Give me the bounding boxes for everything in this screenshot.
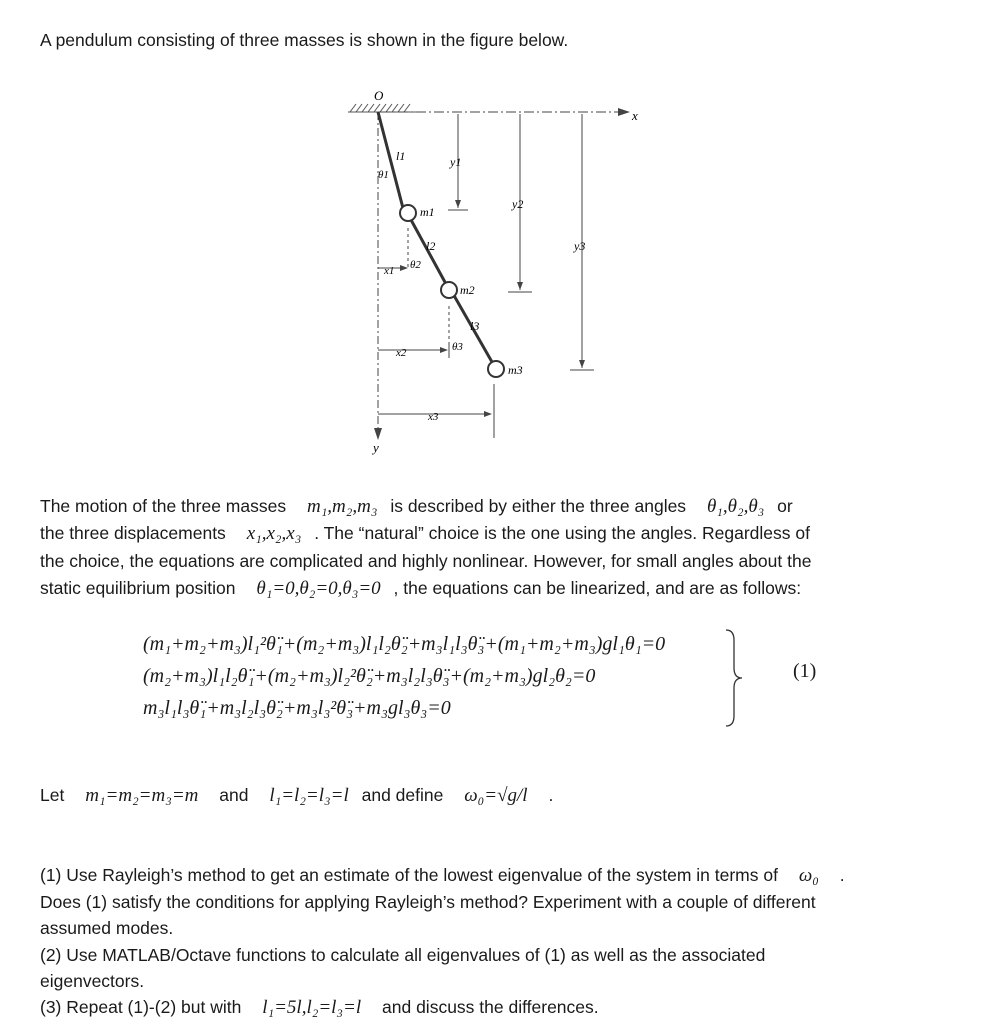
l1-label: l1	[396, 149, 406, 163]
question-text: (3) Repeat (1)-(2) but with	[40, 997, 242, 1017]
para-line-2	[40, 520, 810, 547]
omega-math: ω₀	[798, 865, 819, 886]
para-text: , the equations can be linearized, and are as follows:	[393, 578, 802, 598]
masses-math: m₁,m₂,m₃	[306, 496, 378, 517]
pendulum-figure	[300, 80, 660, 460]
mass-3	[488, 361, 504, 377]
para-text: static equilibrium position	[40, 578, 236, 598]
mass-2	[441, 282, 457, 298]
equal-lengths-math: l₁=l₂=l₃=l	[269, 785, 349, 806]
ceiling-hatch	[348, 104, 420, 112]
m1-label: m1	[420, 205, 435, 219]
equilibrium-math: θ₁=0,θ₂=0,θ₃=0	[256, 578, 381, 599]
omega-definition-math: ω₀=√g/l	[464, 785, 528, 806]
question-2-line-2: eigenvectors.	[40, 971, 145, 991]
para-line-3: the choice, the equations are complicated and highly nonlinear. However, for small angles about the	[40, 551, 812, 571]
equation-3: m₃l₁l₃θ̈₁+m₃l₂l₃θ̈₂+m₃l₃²θ̈₃+m₃gl₃θ₃=0	[143, 697, 451, 719]
displacements-math: x₁,x₂,x₃	[246, 523, 302, 544]
para-text: the three displacements	[40, 523, 226, 543]
mass-1	[400, 205, 416, 221]
modified-lengths-math: l₁=5l,l₂=l₃=l	[262, 997, 362, 1018]
y1-label: y1	[450, 155, 462, 169]
x-axis-label: x	[632, 108, 638, 123]
para-text: . The “natural” choice is the one using the angles. Regardless of	[314, 523, 810, 543]
let-text: Let	[40, 785, 65, 805]
origin-label: O	[374, 88, 384, 103]
equation-1: (m₁+m₂+m₃)l₁²θ̈₁+(m₂+m₃)l₁l₂θ̈₂+m₃l₁l₃θ̈₃+(m₁+m₂+m₃)gl₁θ₁=0	[143, 633, 666, 655]
para-text: is described by either the three angles	[390, 496, 687, 516]
para-line-1	[40, 493, 922, 520]
question-text: (1) Use Rayleigh’s method to get an estimate of the lowest eigenvalue of the system in terms of	[40, 865, 778, 885]
let-line	[40, 782, 553, 809]
equation-2: (m₂+m₃)l₁l₂θ̈₁+(m₂+m₃)l₂²θ̈₂+m₃l₂l₃θ̈₃+(m₂+m₃)gl₂θ₂=0	[143, 665, 596, 687]
question-1-line-1	[40, 862, 845, 889]
let-text: .	[548, 785, 554, 805]
intro-text: A pendulum consisting of three masses is shown in the figure below.	[40, 30, 569, 50]
y3-label: y3	[574, 239, 586, 253]
y-axis-label: y	[373, 440, 379, 455]
x3-label: x3	[428, 411, 439, 423]
para-line-4	[40, 575, 801, 602]
question-1-line-2: Does (1) satisfy the conditions for applying Rayleigh’s method? Experiment with a couple of different	[40, 892, 816, 912]
m2-label: m2	[460, 283, 475, 297]
x2-label: x2	[396, 347, 407, 359]
question-text: .	[839, 865, 845, 885]
para-text: The motion of the three masses	[40, 496, 287, 516]
question-text: and discuss the differences.	[382, 997, 599, 1017]
let-text: and	[219, 785, 249, 805]
equal-masses-math: m₁=m₂=m₃=m	[85, 785, 199, 806]
question-2-line-1: (2) Use MATLAB/Octave functions to calculate all eigenvalues of (1) as well as the associated	[40, 945, 766, 965]
para-text: or	[777, 496, 793, 516]
l2-label: l2	[426, 239, 436, 253]
m3-label: m3	[508, 363, 523, 377]
equation-number: (1)	[793, 660, 817, 682]
x1-label: x1	[384, 265, 395, 277]
let-text: and define	[361, 785, 444, 805]
y2-label: y2	[512, 197, 524, 211]
l3-label: l3	[470, 319, 480, 333]
question-1-line-3: assumed modes.	[40, 918, 174, 938]
angles-math: θ₁,θ₂,θ₃	[706, 496, 765, 517]
theta2-label: θ2	[410, 259, 421, 271]
question-3-line	[40, 994, 599, 1021]
theta1-label: θ1	[378, 169, 389, 181]
right-brace	[722, 628, 746, 728]
theta3-label: θ3	[452, 341, 463, 353]
